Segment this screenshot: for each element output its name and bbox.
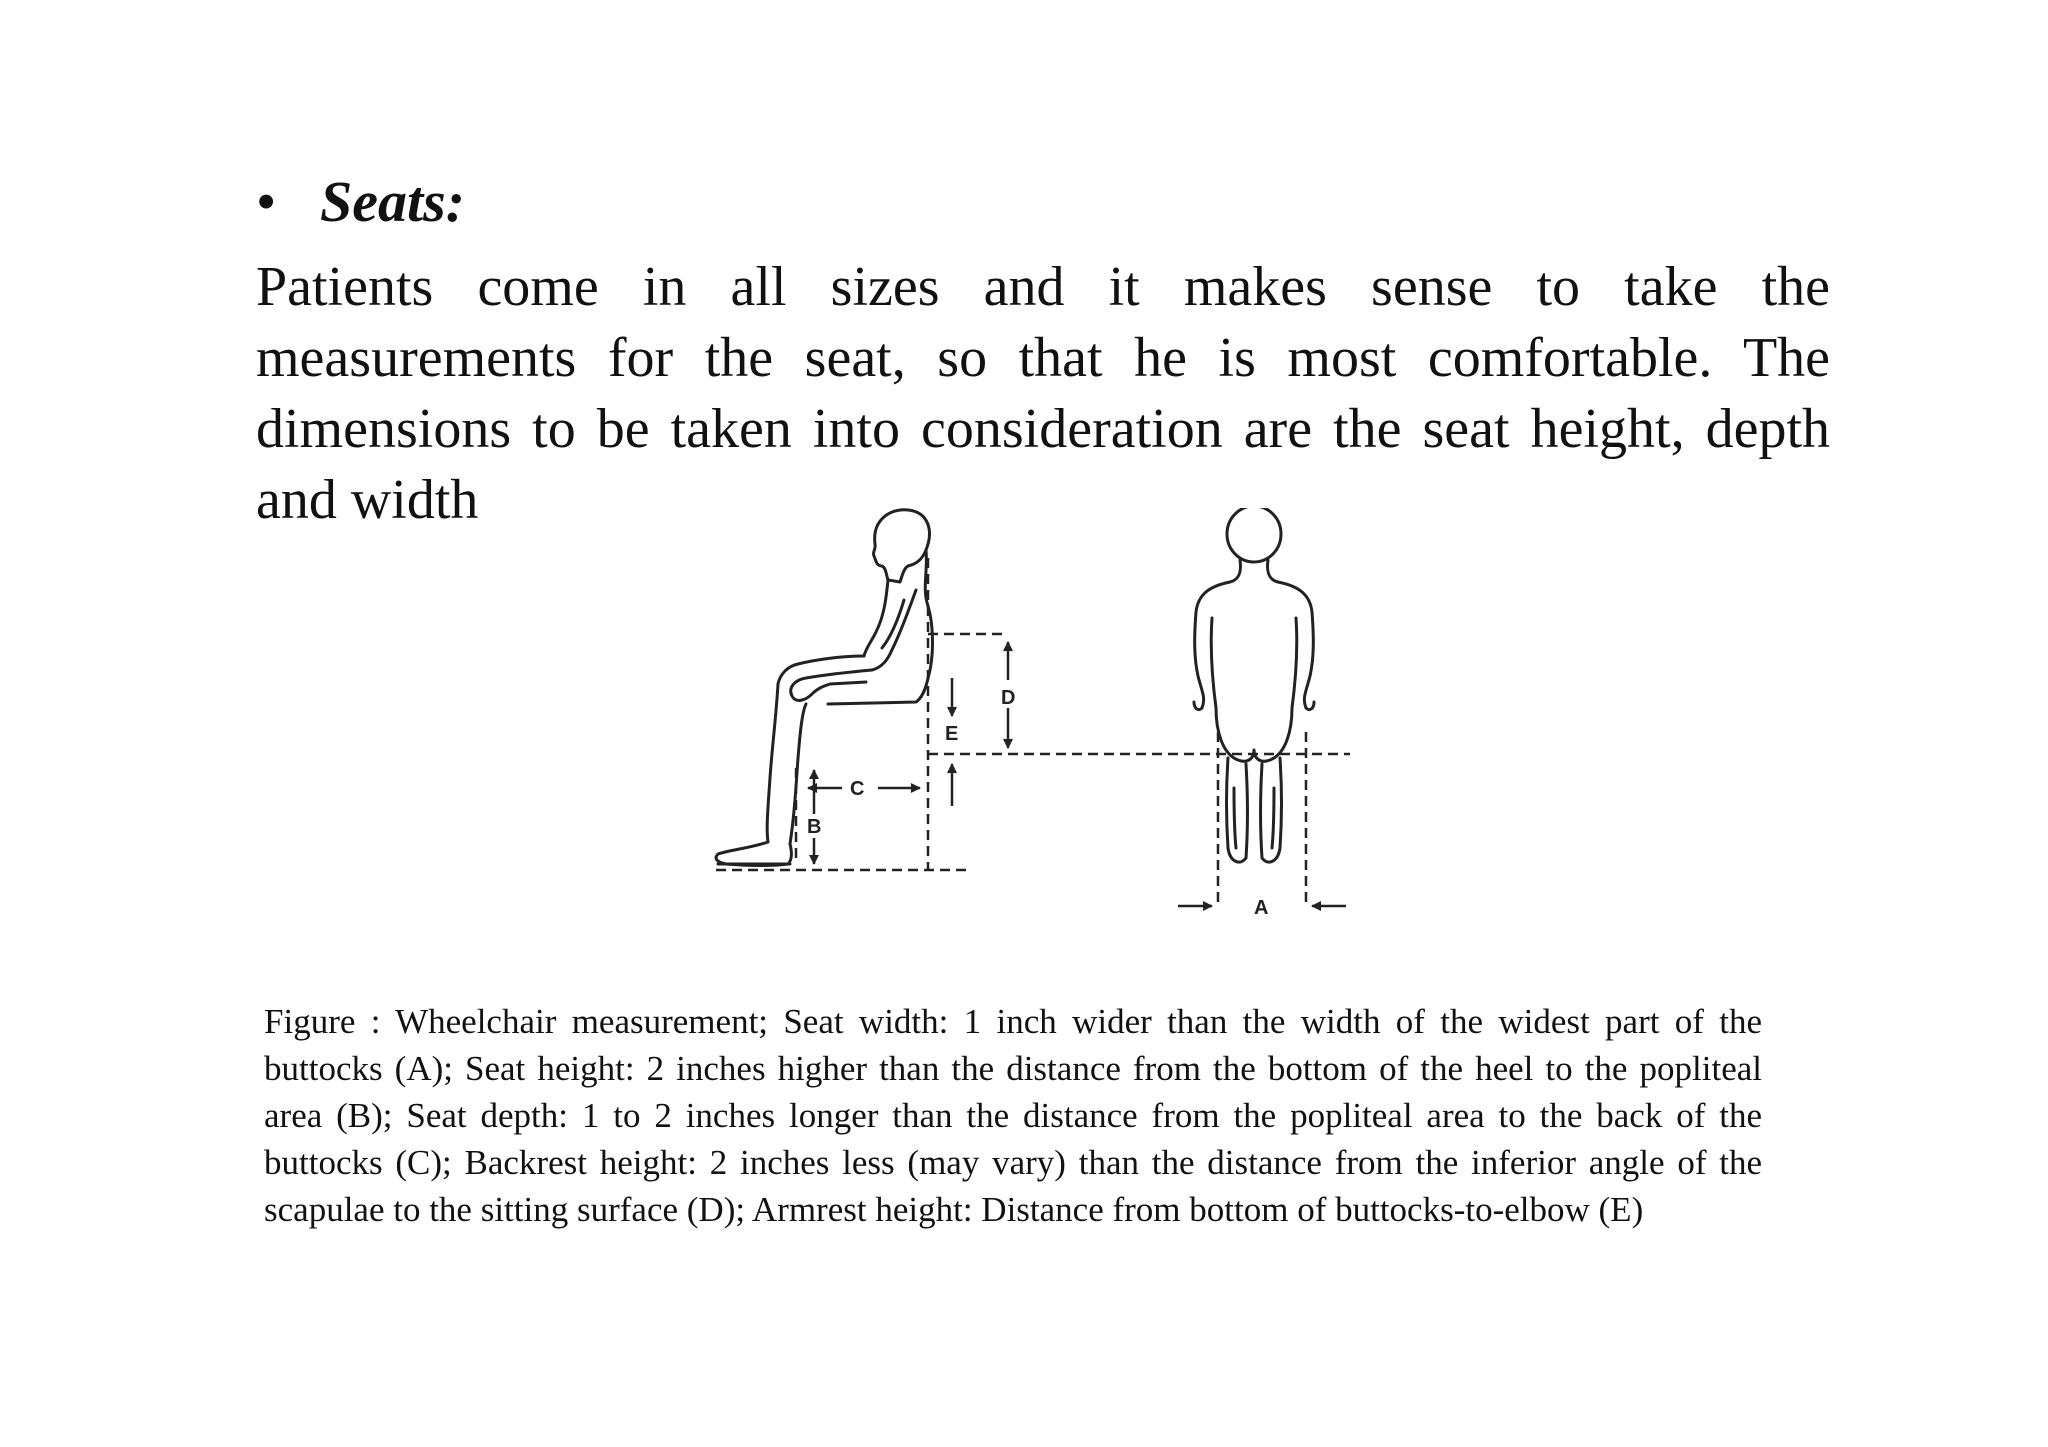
front-view-figure xyxy=(1194,508,1314,862)
section-heading xyxy=(256,166,465,238)
label-d: D xyxy=(1001,687,1016,709)
wheelchair-measurement-figure xyxy=(690,508,1370,933)
label-a: A xyxy=(1254,897,1269,919)
heading-title: Seats: xyxy=(320,169,465,234)
measurement-arrows xyxy=(808,642,1346,906)
reference-lines xyxy=(716,558,1350,908)
label-e: E xyxy=(945,723,959,745)
label-c: C xyxy=(850,778,865,800)
bullet: • xyxy=(256,169,277,234)
figure-caption: Figure : Wheelchair measurement; Seat width: 1 inch wider than the width of the widest part of the buttocks (A); Seat height: 2 inches higher than the distance from the bottom of the heel to the popliteal area (B); Seat depth: 1 to 2 inches longer than the distance from the popliteal area to the back of the buttocks (C); Backrest height: 2 inches less (may vary) than the distance from the inferior angle of the scapulae to the sitting surface (D); Armrest height: Distance from bottom of buttocks-to-elbow (E) xyxy=(264,1002,1762,1229)
body-paragraph: Patients come in all sizes and it makes sense to take the measurements for the seat, so that he is most comfortable. The dimensions to be taken into consideration are the seat height, depth and width xyxy=(256,256,1830,531)
side-view-figure xyxy=(716,510,932,866)
label-b: B xyxy=(807,816,822,838)
